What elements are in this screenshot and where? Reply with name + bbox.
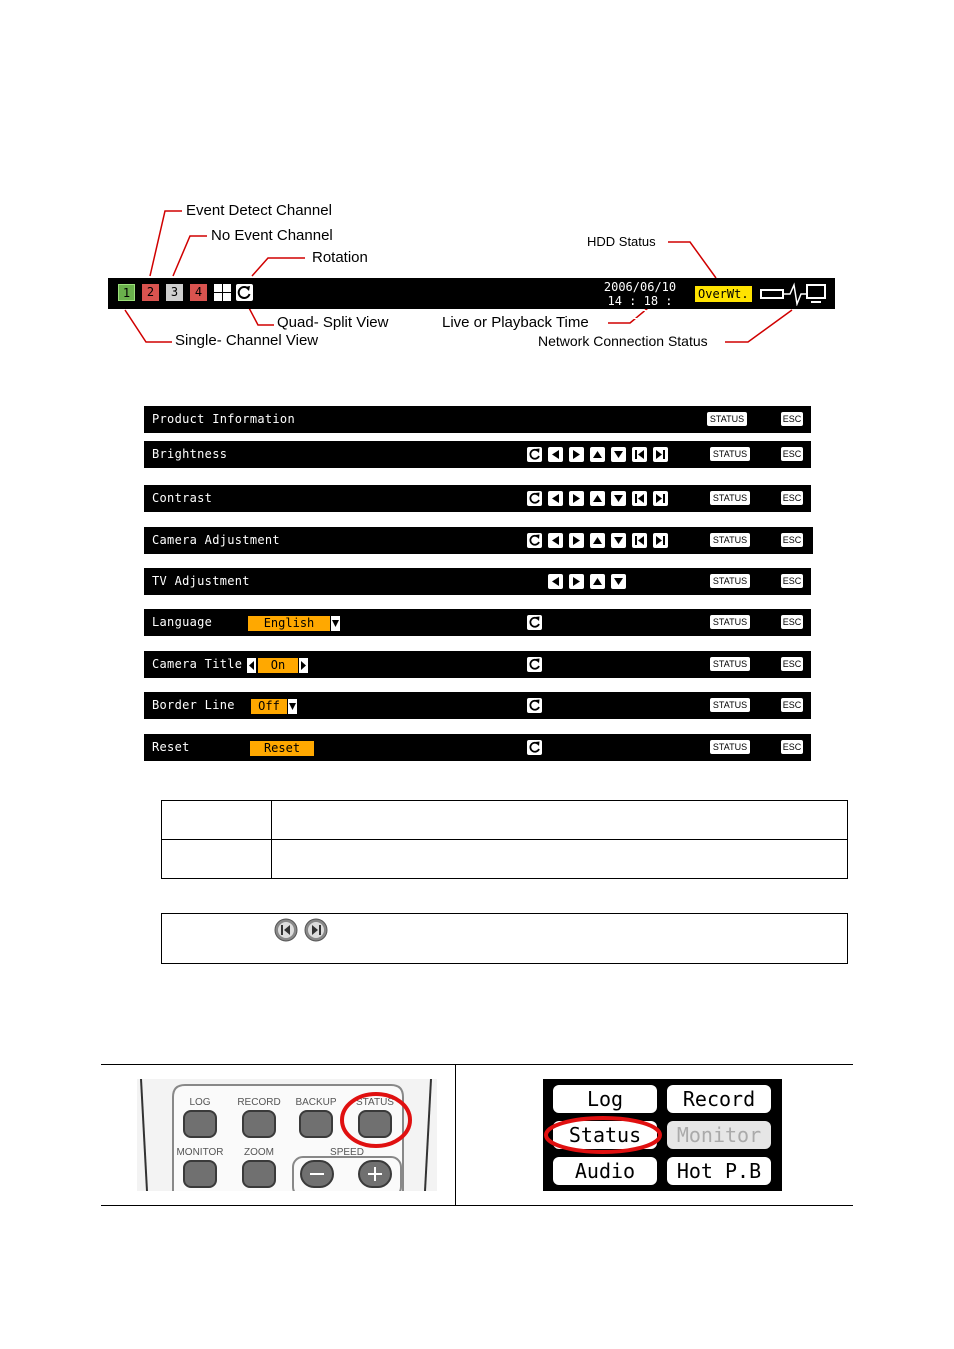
quad-split-icon[interactable]	[214, 284, 231, 301]
hdd-status-badge: OverWt.	[695, 286, 752, 302]
menu-row-label: Contrast	[152, 491, 213, 505]
status-button[interactable]: STATUS	[707, 412, 747, 426]
menu-row	[144, 527, 813, 554]
menu-row-label: Camera Adjustment	[152, 533, 280, 547]
up-arrow-icon[interactable]	[590, 574, 605, 589]
right-arrow-icon[interactable]	[569, 447, 584, 462]
down-arrow-icon[interactable]	[611, 491, 626, 506]
skip-first-icon[interactable]	[632, 533, 647, 548]
remote-monitor-label: MONITOR	[176, 1147, 224, 1158]
reset-button[interactable]: Reset	[250, 741, 314, 756]
down-arrow-icon[interactable]	[611, 533, 626, 548]
menu-row-label: Border Line	[152, 698, 235, 712]
left-arrow-icon[interactable]	[548, 447, 563, 462]
label-single-channel-view: Single- Channel View	[175, 332, 319, 349]
esc-button[interactable]: ESC	[782, 576, 802, 586]
esc-button[interactable]: ESC	[782, 659, 802, 669]
network-status-icon	[759, 282, 829, 306]
remote-log-label: LOG	[189, 1097, 211, 1108]
esc-button[interactable]: ESC	[782, 535, 802, 545]
option-value[interactable]: English	[248, 616, 330, 631]
touch-menu-panel	[543, 1079, 782, 1191]
skip-last-icon[interactable]	[653, 447, 668, 462]
option-next-icon[interactable]	[299, 658, 308, 673]
rotate-icon[interactable]	[527, 491, 542, 506]
touch-hot-pb-button[interactable]: Hot P.B	[667, 1157, 771, 1185]
esc-button[interactable]: ESC	[782, 700, 802, 710]
note-box	[161, 913, 848, 964]
rotate-icon[interactable]	[527, 657, 542, 672]
esc-button[interactable]: ESC	[782, 449, 802, 459]
menu-row	[144, 406, 811, 433]
up-arrow-icon[interactable]	[590, 447, 605, 462]
esc-button[interactable]: ESC	[782, 493, 802, 503]
status-button[interactable]: STATUS	[710, 615, 750, 629]
status-button[interactable]: STATUS	[710, 698, 750, 712]
label-quad-split-view: Quad- Split View	[277, 314, 389, 331]
esc-button[interactable]: ESC	[782, 414, 802, 424]
menu-row	[144, 651, 811, 678]
menu-row-label: TV Adjustment	[152, 574, 250, 588]
rotate-icon[interactable]	[527, 533, 542, 548]
rotate-icon[interactable]	[527, 615, 542, 630]
status-button[interactable]: STATUS	[710, 657, 750, 671]
menu-row	[144, 441, 811, 468]
up-arrow-icon[interactable]	[590, 491, 605, 506]
rotate-icon[interactable]	[527, 698, 542, 713]
channel-1-button[interactable]: 1	[118, 284, 135, 301]
divider-top	[101, 1064, 853, 1065]
label-hdd-status: HDD Status	[587, 234, 656, 249]
time-text: 14 : 18 : 27	[607, 294, 673, 322]
menu-row	[144, 609, 811, 636]
menu-row-label: Reset	[152, 740, 190, 754]
label-event-detect-channel: Event Detect Channel	[186, 202, 332, 219]
remote-control-image	[137, 1079, 437, 1191]
option-value[interactable]: On	[258, 658, 298, 673]
label-no-event-channel: No Event Channel	[211, 227, 333, 244]
menu-row-label: Language	[152, 615, 213, 629]
skip-back-icon	[274, 918, 298, 947]
label-network-connection-status: Network Connection Status	[538, 333, 708, 349]
touch-record-button[interactable]: Record	[667, 1085, 771, 1113]
up-arrow-icon[interactable]	[590, 533, 605, 548]
divider-bottom	[101, 1205, 853, 1206]
esc-button[interactable]: ESC	[782, 617, 802, 627]
skip-forward-icon	[304, 918, 328, 947]
label-rotation: Rotation	[312, 249, 368, 266]
skip-last-icon[interactable]	[653, 533, 668, 548]
menu-row	[144, 734, 811, 761]
annotation-leaders	[0, 0, 954, 400]
touch-status-highlight	[543, 1079, 782, 1191]
remote-speed-label: SPEED	[330, 1147, 364, 1158]
remote-backup-label: BACKUP	[295, 1097, 337, 1108]
date-text: 2006/06/10	[603, 280, 677, 294]
remote-status-highlight	[137, 1079, 437, 1191]
menu-row	[144, 485, 811, 512]
status-button[interactable]: STATUS	[710, 574, 750, 588]
info-table	[161, 800, 848, 879]
channel-2-button[interactable]: 2	[142, 284, 159, 301]
left-arrow-icon[interactable]	[548, 491, 563, 506]
menu-row-label: Camera Title	[152, 657, 243, 671]
menu-row-label: Product Information	[152, 412, 295, 426]
remote-zoom-label: ZOOM	[244, 1147, 274, 1158]
right-arrow-icon[interactable]	[569, 533, 584, 548]
touch-log-button[interactable]: Log	[553, 1085, 657, 1113]
option-value[interactable]: Off	[251, 699, 287, 714]
right-arrow-icon[interactable]	[569, 491, 584, 506]
dropdown-arrow-icon[interactable]	[331, 616, 340, 631]
skip-first-icon[interactable]	[632, 491, 647, 506]
status-bar	[108, 278, 835, 322]
touch-status-button[interactable]: Status	[553, 1121, 657, 1149]
left-arrow-icon[interactable]	[548, 574, 563, 589]
status-button[interactable]: STATUS	[710, 533, 750, 547]
divider-middle	[455, 1064, 456, 1205]
skip-last-icon[interactable]	[653, 491, 668, 506]
remote-status-label: STATUS	[356, 1097, 394, 1108]
remote-record-label: RECORD	[237, 1097, 281, 1108]
option-prev-icon[interactable]	[247, 658, 256, 673]
rotate-icon[interactable]	[527, 447, 542, 462]
left-arrow-icon[interactable]	[548, 533, 563, 548]
menu-row	[144, 692, 811, 719]
dropdown-arrow-icon[interactable]	[288, 699, 297, 714]
touch-monitor-button[interactable]: Monitor	[667, 1121, 771, 1149]
touch-audio-button[interactable]: Audio	[553, 1157, 657, 1185]
label-live-playback-time: Live or Playback Time	[442, 314, 589, 331]
menu-row	[144, 568, 811, 595]
status-button[interactable]: STATUS	[710, 447, 750, 461]
channel-3-button[interactable]: 3	[166, 284, 183, 301]
rotate-icon[interactable]	[527, 740, 542, 755]
right-arrow-icon[interactable]	[569, 574, 584, 589]
esc-button[interactable]: ESC	[782, 742, 802, 752]
channel-4-button[interactable]: 4	[190, 284, 207, 301]
menu-row-label: Brightness	[152, 447, 228, 461]
status-button[interactable]: STATUS	[710, 491, 750, 505]
down-arrow-icon[interactable]	[611, 447, 626, 462]
status-button[interactable]: STATUS	[710, 740, 750, 754]
rotation-icon[interactable]	[236, 284, 253, 301]
down-arrow-icon[interactable]	[611, 574, 626, 589]
skip-first-icon[interactable]	[632, 447, 647, 462]
